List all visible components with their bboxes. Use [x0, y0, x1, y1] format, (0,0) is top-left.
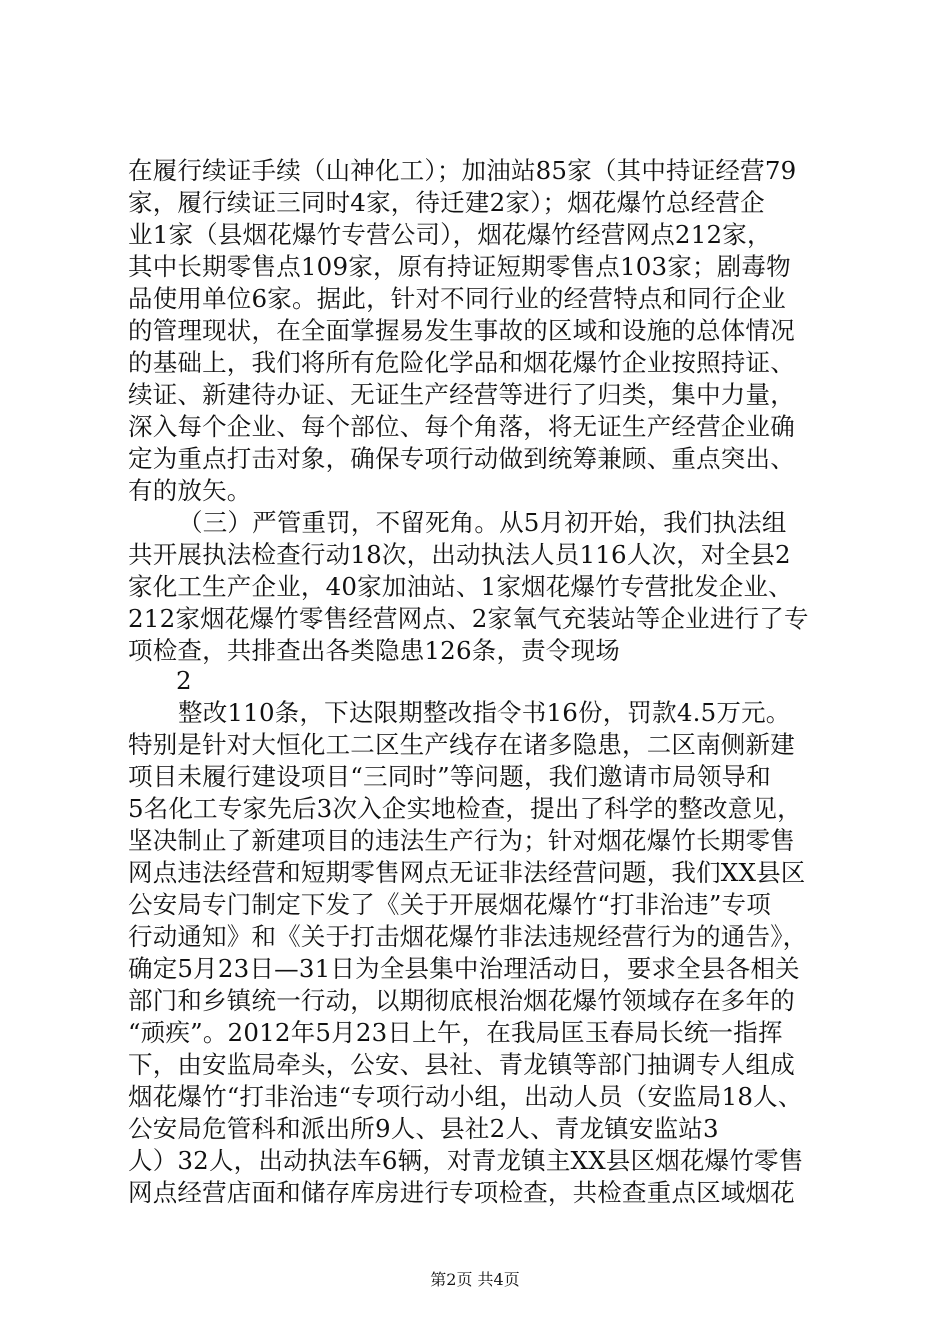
text-line: 业1家（县烟花爆竹专营公司），烟花爆竹经营网点212家， — [128, 220, 772, 249]
text-line: 整改110条，下达限期整改指令书16份，罚款4.5万元。 — [178, 698, 791, 727]
text-line: 坚决制止了新建项目的违法生产行为；针对烟花爆竹长期零售 — [128, 826, 795, 855]
text-line: 确定5月23日—31日为全县集中治理活动日，要求全县各相关 — [128, 954, 800, 983]
text-line: “顽疾”。2012年5月23日上午，在我局匡玉春局长统一指挥 — [128, 1018, 783, 1047]
text-line: 部门和乡镇统一行动，以期彻底根治烟花爆竹领域存在多年的 — [128, 986, 795, 1015]
text-line: 其中长期零售点109家，原有持证短期零售点103家；剧毒物 — [128, 252, 791, 281]
text-line: 下，由安监局牵头，公安、县社、青龙镇等部门抽调专人组成 — [128, 1050, 795, 1079]
text-line: 特别是针对大恒化工二区生产线存在诸多隐患，二区南侧新建 — [128, 730, 795, 759]
text-line: 家化工生产企业，40家加油站、1家烟花爆竹专营批发企业、 — [128, 572, 793, 601]
text-line: 烟花爆竹“打非治违“专项行动小组，出动人员（安监局18人、 — [128, 1082, 803, 1111]
text-line: 深入每个企业、每个部位、每个角落，将无证生产经营企业确 — [128, 412, 795, 441]
text-line: 定为重点打击对象，确保专项行动做到统筹兼顾、重点突出、 — [128, 444, 795, 473]
text-line: 品使用单位6家。据此，针对不同行业的经营特点和同行企业 — [128, 284, 786, 313]
text-line: 的基础上，我们将所有危险化学品和烟花爆竹企业按照持证、 — [128, 348, 795, 377]
text-line: 在履行续证手续（山神化工）；加油站85家（其中持证经营79 — [128, 156, 797, 185]
text-line: 212家烟花爆竹零售经营网点、2家氧气充装站等企业进行了专 — [128, 604, 809, 633]
text-line: 续证、新建待办证、无证生产经营等进行了归类，集中力量， — [128, 380, 795, 409]
text-line: （三）严管重罚，不留死角。从5月初开始，我们执法组 — [178, 508, 787, 537]
text-line: 有的放矢。 — [128, 476, 252, 505]
text-line: 5名化工专家先后3次入企实地检查，提出了科学的整改意见， — [128, 794, 802, 823]
text-line: 公安局危管科和派出所9人、县社2人、青龙镇安监站3 — [128, 1114, 719, 1143]
text-line: 网点经营店面和储存库房进行专项检查，共检查重点区域烟花 — [128, 1178, 795, 1207]
text-line: 网点违法经营和短期零售网点无证非法经营问题，我们XX县区 — [128, 858, 806, 887]
text-line: 共开展执法检查行动18次，出动执法人员116人次，对全县2 — [128, 540, 791, 569]
text-line: 人）32人，出动执法车6辆，对青龙镇主XX县区烟花爆竹零售 — [128, 1146, 804, 1175]
text-line: 公安局专门制定下发了《关于开展烟花爆竹“打非治违”专项 — [128, 890, 771, 919]
page-marker: 2 — [176, 666, 192, 695]
text-line: 项检查，共排查出各类隐患126条，责令现场 — [128, 636, 620, 665]
text-line: 行动通知》和《关于打击烟花爆竹非法违规经营行为的通告》， — [128, 922, 808, 951]
text-line: 的管理现状，在全面掌握易发生事故的区域和设施的总体情况 — [128, 316, 795, 345]
text-line: 项目未履行建设项目“三同时”等问题，我们邀请市局领导和 — [128, 762, 771, 791]
page-footer: 第2页 共4页 — [430, 1270, 520, 1289]
text-line: 家，履行续证三同时4家，待迁建2家）；烟花爆竹总经营企 — [128, 188, 765, 217]
